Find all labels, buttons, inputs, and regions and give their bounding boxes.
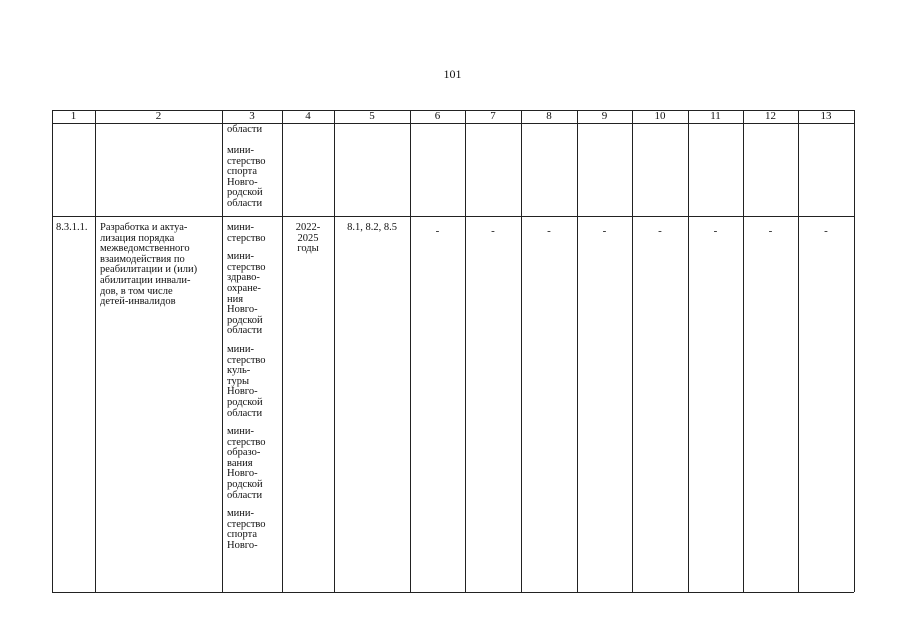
executor-entry: мини- стерство (227, 222, 266, 244)
row-executors (227, 223, 282, 560)
value-cell: - (824, 225, 828, 237)
row-description: Разработка и актуа- лизация порядка межведомственного взаимодействия по реабилитации и (или) абилитации инвали- дов, в том числе детей-инвалидов (100, 222, 198, 308)
column-header: 13 (820, 110, 832, 122)
carryover-region: области (227, 124, 263, 135)
carryover-executor: мини- стерство спорта Новго- родской области (227, 145, 266, 209)
row-divider (52, 123, 854, 124)
column-header: 11 (710, 110, 721, 122)
row-divider (52, 216, 854, 217)
value-cell: - (547, 225, 551, 237)
column-header: 7 (490, 110, 496, 122)
column-header: 3 (249, 110, 255, 122)
column-divider (632, 110, 633, 592)
column-header: 8 (546, 110, 552, 122)
column-header: 2 (155, 110, 162, 122)
column-divider (798, 110, 799, 592)
column-header: 10 (654, 110, 666, 122)
row-divider (52, 592, 854, 593)
page-number: 101 (443, 67, 462, 81)
column-divider (688, 110, 689, 592)
column-divider (222, 110, 223, 592)
column-divider (465, 110, 466, 592)
column-header: 9 (601, 110, 608, 122)
column-divider (521, 110, 522, 592)
column-divider (282, 110, 283, 592)
column-divider (854, 110, 855, 592)
executor-entry: мини- стерство здраво- охране- ния Новго- родской области (227, 251, 266, 337)
value-cell: - (768, 225, 773, 237)
column-header: 5 (369, 110, 375, 122)
row-years: 2022- 2025 годы (295, 222, 321, 255)
value-cell: - (713, 225, 718, 237)
row-number: 8.3.1.1. (56, 222, 88, 233)
column-header: 1 (70, 110, 77, 122)
plan-table (52, 110, 854, 592)
value-cell: - (602, 225, 607, 237)
column-divider (334, 110, 335, 592)
value-cell: - (491, 225, 495, 237)
value-cell: - (435, 225, 440, 237)
column-header: 12 (765, 110, 776, 122)
column-divider (52, 110, 53, 592)
executor-entry: мини- стерство образо- вания Новго- родской области (227, 426, 266, 501)
column-header: 4 (305, 110, 311, 122)
column-divider (743, 110, 744, 592)
column-divider (577, 110, 578, 592)
value-cell: - (658, 225, 662, 237)
row-targets: 8.1, 8.2, 8.5 (347, 222, 397, 233)
column-header: 6 (434, 110, 441, 122)
executor-entry: мини- стерство спорта Новго- (227, 508, 266, 552)
executor-entry: мини- стерство куль- туры Новго- родской области (227, 343, 266, 419)
column-divider (95, 110, 96, 592)
column-divider (410, 110, 411, 592)
